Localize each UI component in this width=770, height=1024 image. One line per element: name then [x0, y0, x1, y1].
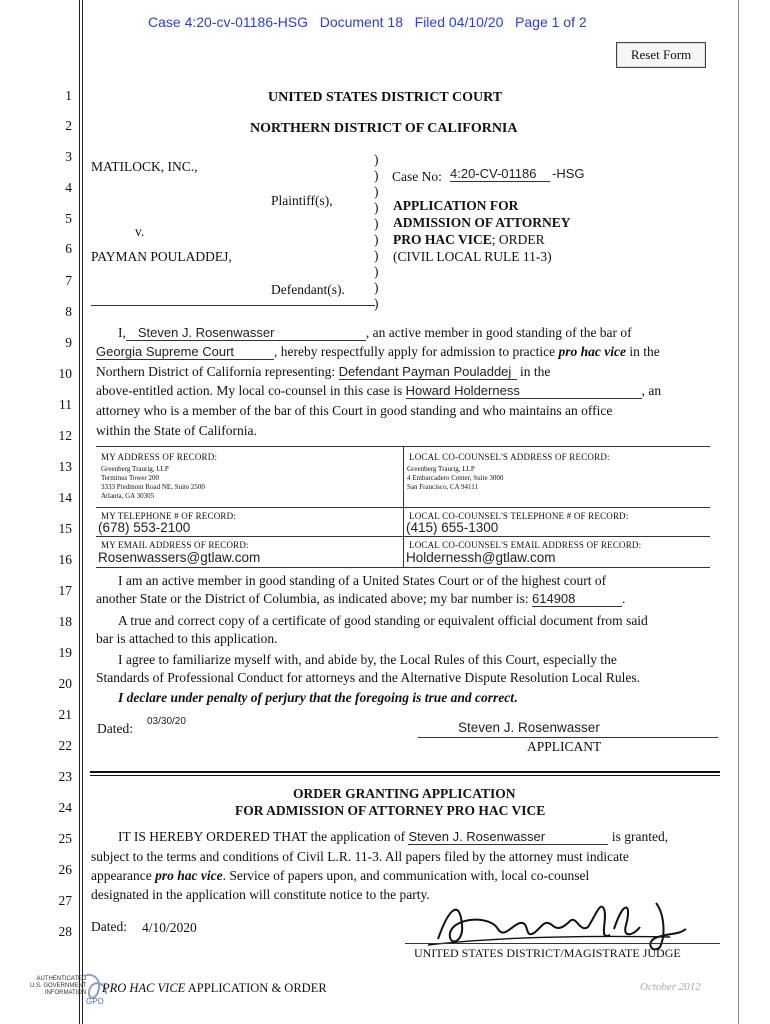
stmt-2-line-2: bar is attached to this application.	[96, 631, 278, 646]
my-phone-field[interactable]: (678) 553-2100	[98, 520, 191, 535]
my-address-line: 3333 Piedmont Road NE, Suite 2500	[101, 483, 205, 491]
line-number: 5	[65, 211, 72, 226]
applicant-dated-label: Dated:	[97, 721, 133, 736]
stmt-3-line-1: I agree to familiarize myself with, and abide by, the Local Rules of this Court, especially the	[118, 652, 617, 667]
contact-bottom-rule	[96, 567, 710, 568]
stmt-1-line-2	[96, 591, 625, 607]
applicant-signature-field[interactable]: Steven J. Rosenwasser	[458, 720, 600, 735]
my-email-field[interactable]: Rosenwassers@gtlaw.com	[98, 550, 261, 565]
declaration: I declare under penalty of perjury that the foregoing is true and correct.	[118, 690, 518, 705]
bar-number-text: another State or the District of Columbia, as indicated above; my bar number is:	[96, 591, 529, 606]
app-line-2	[96, 344, 660, 360]
order-separator-1	[90, 771, 720, 773]
action-text: above-entitled action. My local co-counsel in this case is	[96, 383, 403, 398]
co-counsel-field[interactable]: Howard Holderness	[406, 383, 642, 399]
my-address-line: Greenberg Traurig, LLP	[101, 465, 169, 473]
line-number: 13	[58, 459, 72, 474]
gpo-logo-text: GPO	[86, 997, 104, 1006]
footer-form-title	[102, 981, 327, 996]
bar-number-field[interactable]: 614908	[532, 591, 622, 607]
line-number: 8	[65, 304, 72, 319]
order-dated-value: 4/10/2020	[142, 920, 197, 935]
line-number: 12	[58, 428, 72, 443]
cc-address-label: LOCAL CO-COUNSEL'S ADDRESS OF RECORD:	[409, 452, 610, 462]
plaintiff-label: Plaintiff(s),	[271, 193, 333, 208]
order-title-1: ORDER GRANTING APPLICATION	[293, 786, 516, 801]
line-number: 26	[58, 862, 72, 877]
left-margin-line	[79, 0, 80, 1024]
title-order: ; ORDER	[491, 232, 545, 247]
title-line-1: APPLICATION FOR	[393, 198, 519, 213]
plaintiff-name: MATILOCK, INC.,	[91, 159, 198, 174]
order-separator-2	[90, 775, 720, 776]
gpo-line: U.S. GOVERNMENT	[30, 983, 87, 989]
bar-number-end: .	[622, 591, 626, 606]
stmt-2-line-1: A true and correct copy of a certificate of good standing or equivalent official document from said	[118, 613, 648, 628]
member-text: , an active member in good standing of the bar of	[365, 325, 632, 340]
case-no-label: Case No:	[392, 169, 442, 184]
gpo-authentication	[30, 976, 86, 997]
judge-label: UNITED STATES DISTRICT/MAGISTRATE JUDGE	[414, 946, 681, 960]
contact-rule-2	[96, 507, 710, 508]
order-service: . Service of papers upon, and communication with, local co-counsel	[222, 868, 590, 883]
footer-revision: October 2012	[640, 981, 701, 993]
title-line-3	[393, 232, 545, 248]
cc-email-label: LOCAL CO-COUNSEL'S EMAIL ADDRESS OF RECORD:	[409, 540, 642, 550]
line-number: 15	[58, 521, 72, 536]
app-line-3	[96, 364, 550, 380]
my-address-line: Atlanta, GA 30305	[101, 492, 155, 500]
caption-underline	[91, 305, 375, 306]
app-line-4	[96, 383, 661, 399]
left-margin-line-inner	[82, 0, 83, 1024]
line-number: 2	[65, 118, 72, 133]
order-line-1	[118, 829, 668, 845]
line-number: 4	[65, 180, 72, 195]
case-no-suffix: -HSG	[552, 166, 585, 181]
order-line-3	[91, 868, 589, 884]
applicant-signature-line	[418, 737, 718, 738]
order-dated-label: Dated:	[91, 919, 127, 934]
footer-pro-hac-vice: PRO HAC VICE	[102, 981, 186, 995]
line-number: 14	[58, 490, 72, 505]
case-header-stamp: Case 4:20-cv-01186-HSG Document 18 Filed 04/10/20 Page 1 of 2	[148, 14, 587, 30]
line-number: 16	[58, 552, 72, 567]
defendant-label: Defendant(s).	[271, 282, 345, 297]
line-number: 11	[59, 397, 72, 412]
gpo-line: AUTHENTICATED	[36, 976, 87, 982]
attorney-name-field[interactable]: Steven J. Rosenwasser	[126, 325, 366, 341]
order-title-2: FOR ADMISSION OF ATTORNEY PRO HAC VICE	[235, 803, 546, 818]
cc-address-line: 4 Embarcadero Center, Suite 3000	[407, 474, 504, 482]
cc-phone-field[interactable]: (415) 655-1300	[406, 520, 499, 535]
reset-form-button[interactable]: Reset Form	[616, 42, 706, 68]
line-number: 20	[58, 676, 72, 691]
line-number: 25	[58, 831, 72, 846]
app-line-1	[118, 325, 632, 341]
line-number: 7	[65, 273, 72, 288]
caption-parentheses: ) ) ) ) ) ) ) ) ) )	[374, 152, 379, 311]
contact-rule-3	[96, 536, 710, 537]
line-number: 19	[58, 645, 72, 660]
app-line-5: attorney who is a member of the bar of this Court in good standing and who maintains an office	[96, 403, 613, 418]
line-number: 17	[58, 583, 72, 598]
order-granted: is granted,	[611, 829, 669, 844]
title-line-4: (CIVIL LOCAL RULE 11-3)	[393, 249, 552, 264]
stmt-3-line-2: Standards of Professional Conduct for attorneys and the Alternative Dispute Resolution Local Rules.	[96, 670, 641, 685]
representing-field[interactable]: Defendant Payman Pouladdej	[339, 364, 517, 380]
court-name: UNITED STATES DISTRICT COURT	[268, 90, 503, 105]
cc-phone-label: LOCAL CO-COUNSEL'S TELEPHONE # OF RECORD:	[409, 511, 629, 521]
my-address-line: Terminus Tower 200	[101, 474, 159, 482]
cc-address-line: San Francisco, CA 94111	[407, 483, 479, 491]
applicant-dated-field[interactable]: 03/30/20	[147, 716, 186, 727]
bar-of-field[interactable]: Georgia Supreme Court	[96, 344, 274, 360]
order-line-2: subject to the terms and conditions of Civil L.R. 11-3. All papers filed by the attorney must indicate	[91, 849, 629, 864]
line-number: 3	[65, 149, 72, 164]
defendant-name: PAYMAN POULADDEJ,	[91, 249, 232, 264]
title-pro-hac-vice: PRO HAC VICE	[393, 232, 492, 247]
cc-email-field[interactable]: Holdernessh@gtlaw.com	[406, 550, 556, 565]
order-prefix: IT IS HEREBY ORDERED THAT the application of	[118, 829, 406, 844]
i-prefix: I,	[118, 325, 126, 340]
order-line-4: designated in the application will constitute notice to the party.	[91, 887, 430, 902]
line-number: 24	[58, 800, 72, 815]
applicant-label: APPLICANT	[527, 739, 602, 754]
footer-application-order: APPLICATION & ORDER	[187, 981, 327, 995]
my-address-value[interactable]	[101, 465, 205, 501]
my-phone-label: MY TELEPHONE # OF RECORD:	[101, 511, 237, 521]
line-number: 9	[65, 335, 72, 350]
district-text: Northern District of California representing:	[96, 364, 336, 379]
order-applicant-field[interactable]: Steven J. Rosenwasser	[408, 829, 608, 845]
line-number: 28	[58, 924, 72, 939]
in-the-text-2: in the	[519, 364, 551, 379]
versus-text: v.	[135, 224, 145, 239]
line-number: 23	[58, 769, 72, 784]
line-number: 27	[58, 893, 72, 908]
in-the-text: in the	[629, 344, 660, 359]
apply-text: , hereby respectfully apply for admission to practice	[274, 344, 556, 359]
line-number: 1	[65, 88, 72, 103]
my-email-label: MY EMAIL ADDRESS OF RECORD:	[101, 540, 249, 550]
line-number: 10	[58, 366, 72, 381]
line-number: 18	[58, 614, 72, 629]
app-line-6: within the State of California.	[96, 423, 257, 438]
line-number: 6	[65, 241, 72, 256]
judge-signature-line	[405, 943, 720, 944]
cc-address-value[interactable]	[407, 465, 503, 492]
title-line-2: ADMISSION OF ATTORNEY	[393, 215, 571, 230]
an-text: , an	[641, 383, 662, 398]
stmt-1-line-1: I am an active member in good standing of a United States Court or of the highest court of	[118, 573, 607, 588]
my-address-label: MY ADDRESS OF RECORD:	[101, 452, 218, 462]
line-number: 21	[58, 707, 72, 722]
case-no-field[interactable]: 4:20-CV-01186	[450, 166, 550, 182]
court-district: NORTHERN DISTRICT OF CALIFORNIA	[250, 121, 518, 136]
right-margin-line	[738, 0, 739, 1024]
line-number: 22	[58, 738, 72, 753]
order-pro-hac-vice: pro hac vice	[155, 868, 223, 883]
order-appearance: appearance	[91, 868, 152, 883]
gpo-line: INFORMATION	[44, 990, 87, 996]
pro-hac-vice-text: pro hac vice	[558, 344, 627, 359]
cc-address-line: Greenberg Traurig, LLP	[407, 465, 475, 473]
